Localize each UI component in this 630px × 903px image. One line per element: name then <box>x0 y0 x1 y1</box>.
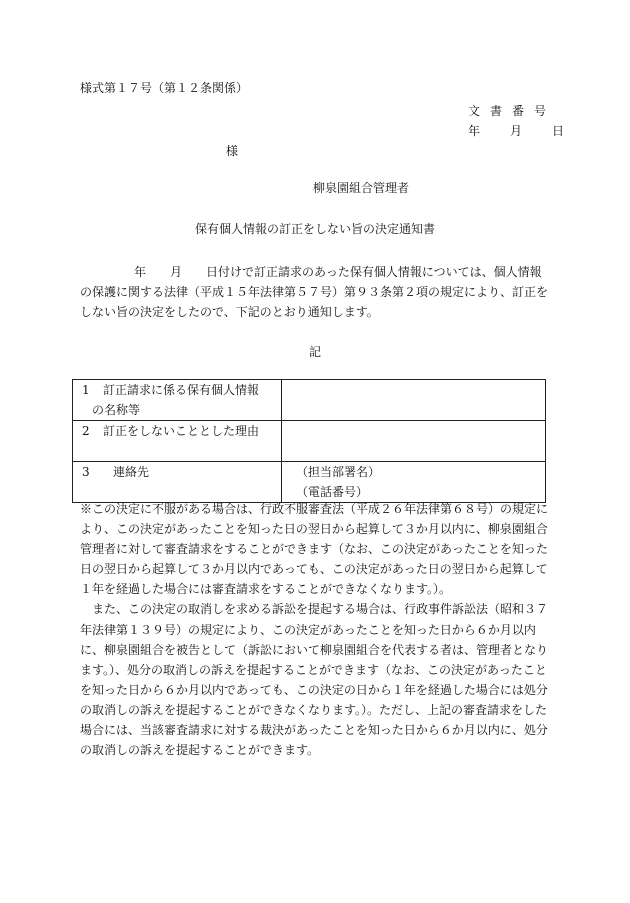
sender-name: 柳泉園組合管理者 <box>313 181 410 195</box>
date-month-label: 月 <box>510 124 523 138</box>
appeal-note-review: ※この決定に不服がある場合は、行政不服審査法（平成２６年法律第６８号）の規定により、この決定があったことを知った日の翌日から起算して３か月以内に、柳泉園組合管理者に対して審査請求をすることができます（なお、この決定があったことを知った日の翌日から起算して３か月以内であっても、この決定があった日の翌日から起算して１年を経過した場合には審査請求をすることができなくなります。）。 <box>80 502 549 597</box>
row-number: 2 <box>82 424 90 438</box>
contact-phone: （電話番号） <box>296 485 369 499</box>
table-value-cell <box>282 380 546 421</box>
ki-heading: 記 <box>308 345 321 359</box>
addressee-suffix: 様 <box>226 144 239 158</box>
row-number: 3 <box>82 465 90 479</box>
table-row <box>73 380 546 421</box>
notice-body <box>80 262 550 322</box>
date-day-label: 日 <box>552 124 565 138</box>
document-title: 保有個人情報の訂正をしない旨の決定通知書 <box>194 222 435 236</box>
body-month-label: 月 <box>170 265 183 279</box>
body-year-label: 年 <box>134 265 147 279</box>
table-label-cell <box>73 462 282 503</box>
detail-table <box>72 379 546 503</box>
table-label-cell <box>73 380 282 421</box>
form-number: 様式第１７号（第１２条関係） <box>80 81 249 95</box>
row-label-continued: の名称等 <box>92 403 141 417</box>
table-value-cell <box>282 462 546 503</box>
table-row <box>73 421 546 462</box>
date-year-label: 年 <box>468 124 481 138</box>
row-number: 1 <box>82 383 90 397</box>
row-label: 連絡先 <box>113 465 150 479</box>
row-label: 訂正請求に係る保有個人情報 <box>103 383 260 397</box>
table-label-cell <box>73 421 282 462</box>
table-value-cell <box>282 421 546 462</box>
appeal-note-lawsuit: また、この決定の取消しを求める訴訟を提起する場合は、行政事件訴訟法（昭和３７年法律第１３９号）の規定により、この決定があったことを知った日から６か月以内に、柳泉園組合を被告として（訴訟において柳泉園組合を代表する者は、管理者となります。）、処分の取消しの訴えを提起することができます（なお、この決定があったことを知った日から６か月以内であっても、この決定の日から１年を経過した場合には処分の取消しの訴えを提起することができなくなります。）。ただし、上記の審査請求をした場合には、当該審査請求に対する裁決があったことを知った日から６か月以内に、処分の取消しの訴えを提起することができます。 <box>80 602 549 758</box>
document-number-label: 文書番号 <box>468 104 557 118</box>
body-text: 日付けで訂正請求のあった保有個人情報については、個人情報の保護に関する法律（平成１５年法律第５７号）第９３条第２項の規定により、訂正をしない旨の決定をしたので、下記のとおり通知します。 <box>80 265 549 319</box>
appeal-notes <box>80 499 552 760</box>
document-date <box>468 121 564 141</box>
row-label: 訂正をしないこととした理由 <box>103 424 260 438</box>
contact-department: （担当部署名） <box>296 465 381 479</box>
table-row <box>73 462 546 503</box>
